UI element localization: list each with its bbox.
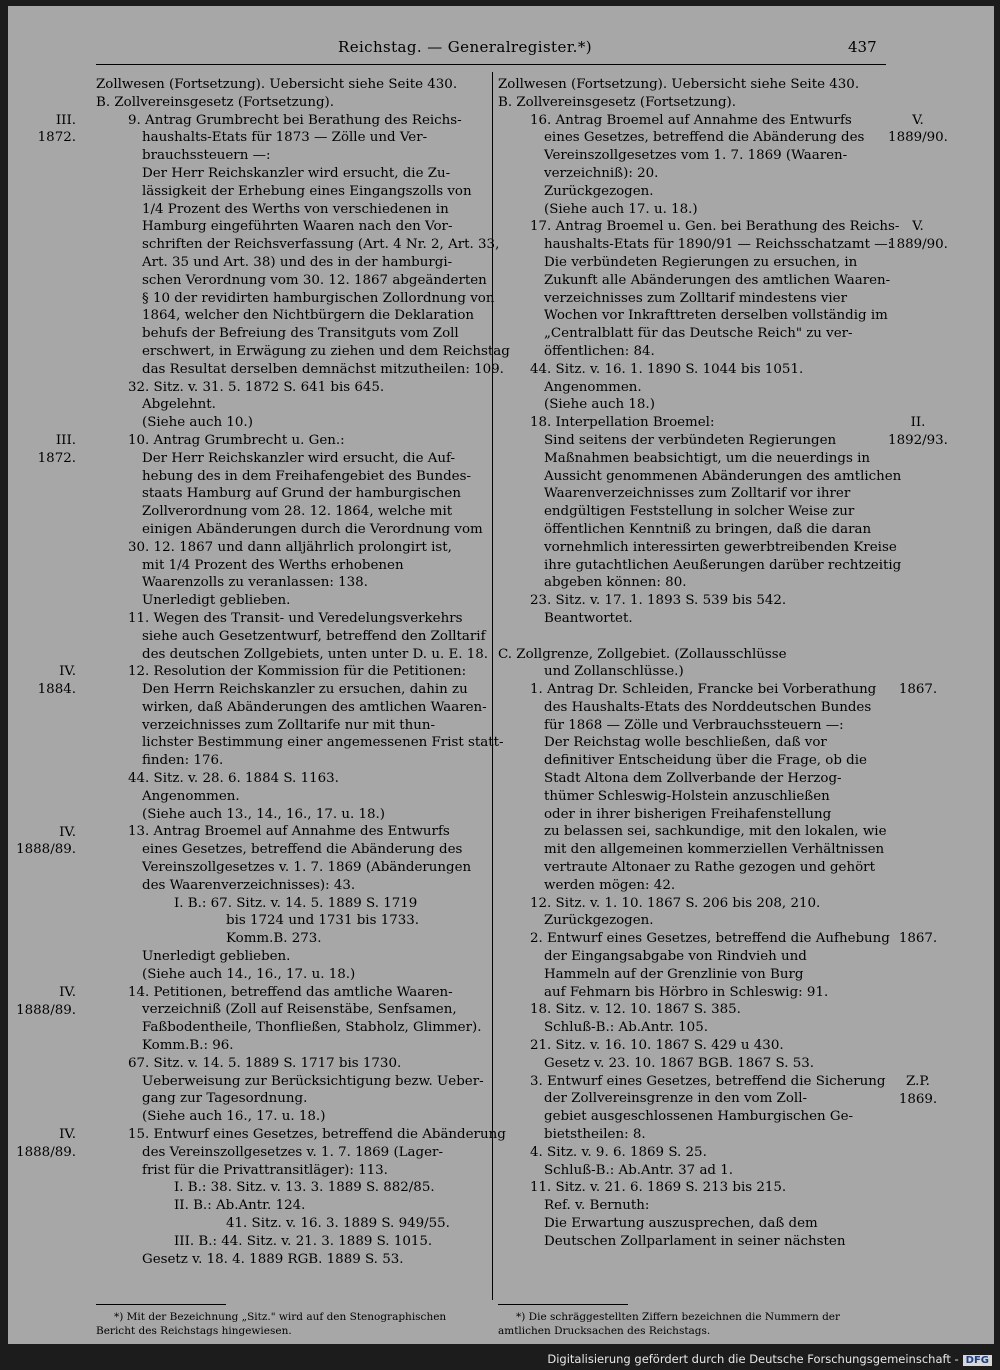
text-line: Hamburg eingeführten Waaren nach den Vor-	[142, 219, 453, 235]
session-marginal-note: IV.	[59, 1127, 76, 1143]
text-line: mit den allgemeinen kommerziellen Verhältnissen	[544, 842, 885, 858]
text-line: Zollwesen (Fortsetzung). Uebersicht siehe Seite 430.	[498, 77, 860, 92]
session-marginal-note: IV.	[59, 984, 76, 1000]
text-line: der Eingangsabgabe von Rindvieh und	[544, 949, 807, 965]
session-marginal-note: III.	[55, 433, 76, 448]
text-line: 15. Entwurf eines Gesetzes, betreffend die Abänderung	[128, 1127, 506, 1143]
session-marginal-note: II.	[910, 415, 926, 431]
text-line: 1/4 Prozent des Werths von verschiedenen in	[142, 201, 449, 217]
text-line: 1. Antrag Dr. Schleiden, Francke bei Vorberathung	[530, 682, 877, 698]
session-marginal-note: V.	[912, 219, 924, 235]
text-line: C. Zollgrenze, Zollgebiet. (Zollausschlüsse	[498, 646, 787, 662]
text-line: „Centralblatt für das Deutsche Reich" zu ver-	[544, 326, 853, 342]
text-line: einigen Abänderungen durch die Verordnung vom	[142, 521, 483, 537]
text-line: verzeichnisses zum Zolltarife nur mit thun-	[142, 717, 436, 733]
session-marginal-note: V.	[912, 112, 924, 128]
text-line: verzeichnisses zum Zolltarif mindestens vier	[544, 290, 848, 306]
text-line: Vereinszollgesetzes vom 1. 7. 1869 (Waaren-	[544, 148, 848, 164]
text-line: 67. Sitz. v. 14. 5. 1889 S. 1717 bis 1730.	[128, 1055, 402, 1071]
text-line: öffentlichen Kenntniß zu bringen, daß die daran	[544, 521, 872, 537]
text-line: Zurückgezogen.	[544, 183, 654, 199]
text-line: Deutschen Zollparlament in seiner nächsten	[544, 1233, 846, 1249]
text-line: eines Gesetzes, betreffend die Abänderung des	[142, 842, 463, 858]
text-line: Stadt Altona dem Zollverbande der Herzog-	[544, 771, 842, 787]
text-line: Ueberweisung zur Berücksichtigung bezw. Ueber-	[142, 1073, 484, 1089]
text-line: 41. Sitz. v. 16. 3. 1889 S. 949/55.	[226, 1216, 450, 1231]
text-line: haushalts-Etats für 1890/91 — Reichsschatzamt —:	[544, 237, 893, 253]
text-line: 12. Sitz. v. 1. 10. 1867 S. 206 bis 208, 210.	[530, 895, 821, 911]
text-line: Komm.B.: 96.	[142, 1038, 234, 1054]
footnote-left	[96, 1310, 486, 1338]
text-line: Waarenzolls zu veranlassen: 138.	[142, 575, 368, 591]
text-line: definitiver Entscheidung über die Frage, ob die	[544, 753, 867, 769]
text-line: behufs der Befreiung des Transitguts vom Zoll	[142, 326, 459, 342]
header-rule	[96, 64, 886, 65]
text-line: Beantwortet.	[544, 610, 633, 626]
text-line: das Resultat derselben demnächst mitzutheilen: 109.	[142, 361, 504, 377]
text-line: frist für die Privattransitläger): 113.	[142, 1162, 388, 1178]
text-line: Die verbündeten Regierungen zu ersuchen, in	[544, 254, 858, 270]
text-line: 1864, welcher den Nichtbürgern die Deklaration	[142, 308, 475, 324]
text-line: vornehmlich interessirten gewerbtreibenden Kreise	[544, 539, 897, 555]
text-line: finden: 176.	[142, 753, 224, 769]
footnote-line: *) Mit der Bezeichnung „Sitz." wird auf den Stenographischen	[114, 1311, 447, 1323]
text-line: Der Herr Reichskanzler wird ersucht, die Zu-	[142, 165, 451, 181]
text-line: 32. Sitz. v. 31. 5. 1872 S. 641 bis 645.	[128, 379, 385, 395]
session-marginal-note: 1888/89.	[16, 842, 76, 858]
session-marginal-note: 1872.	[37, 130, 76, 146]
text-line: I. B.: 38. Sitz. v. 13. 3. 1889 S. 882/85.	[174, 1180, 435, 1196]
text-line: Hammeln auf der Grenzlinie von Burg	[544, 966, 804, 982]
text-line: 18. Sitz. v. 12. 10. 1867 S. 385.	[530, 1002, 741, 1018]
session-marginal-note: IV.	[59, 664, 76, 680]
text-line: 3. Entwurf eines Gesetzes, betreffend die Sicherung	[530, 1073, 886, 1089]
text-line: Gesetz v. 23. 10. 1867 BGB. 1867 S. 53.	[544, 1055, 815, 1071]
text-line: Der Herr Reichskanzler wird ersucht, die Auf-	[142, 450, 456, 466]
text-line: thümer Schleswig-Holstein anzuschließen	[544, 788, 830, 804]
text-line: Schluß-B.: Ab.Antr. 105.	[544, 1020, 708, 1036]
text-line: hebung des in dem Freihafengebiet des Bundes-	[142, 468, 471, 484]
text-line: abgeben können: 80.	[544, 575, 687, 591]
text-line: Maßnahmen beabsichtigt, um die neuerdings in	[544, 450, 871, 466]
text-line: Art. 35 und Art. 38) und des in der hamburgi-	[142, 254, 453, 270]
text-line: (Siehe auch 13., 14., 16., 17. u. 18.)	[142, 806, 386, 822]
text-line: 13. Antrag Broemel auf Annahme des Entwurfs	[128, 824, 450, 840]
text-line: B. Zollvereinsgesetz (Fortsetzung).	[498, 94, 737, 110]
text-line: gang zur Tagesordnung.	[142, 1091, 308, 1107]
text-line: Aussicht genommenen Abänderungen des amtlichen	[544, 468, 902, 484]
session-marginal-note: 1872.	[37, 450, 76, 466]
text-line: Faßbodentheile, Thonfließen, Stabholz, Glimmer).	[142, 1020, 482, 1036]
text-line: des Waarenverzeichnisses): 43.	[142, 877, 356, 893]
text-line: 9. Antrag Grumbrecht bei Berathung des Reichs-	[128, 112, 462, 128]
right-column	[498, 76, 902, 1251]
text-line: Den Herrn Reichskanzler zu ersuchen, dahin zu	[142, 682, 468, 698]
session-marginal-note: Z.P.	[906, 1073, 930, 1089]
text-line: gebiet ausgeschlossenen Hamburgischen Ge-	[544, 1109, 854, 1125]
document-page	[8, 6, 994, 1344]
text-line: lässigkeit der Erhebung eines Eingangszolls von	[142, 183, 472, 199]
text-line: 18. Interpellation Broemel:	[530, 415, 715, 431]
text-line: Zollverordnung vom 28. 12. 1864, welche mit	[142, 504, 453, 520]
text-line: öffentlichen: 84.	[544, 343, 655, 359]
text-line: staats Hamburg auf Grund der hamburgischen	[142, 486, 461, 502]
text-line: II. B.: Ab.Antr. 124.	[174, 1198, 306, 1214]
running-title: Reichstag. — Generalregister.*)	[338, 38, 593, 56]
text-line: der Zollvereinsgrenze in den vom Zoll-	[544, 1091, 808, 1107]
text-line: 2. Entwurf eines Gesetzes, betreffend die Aufhebung	[530, 931, 890, 947]
text-line: Unerledigt geblieben.	[142, 949, 291, 965]
text-line: zu belassen sei, sachkundige, mit den lokalen, wie	[544, 824, 887, 840]
text-line: schriften der Reichsverfassung (Art. 4 Nr. 2, Art. 33,	[142, 237, 500, 253]
text-line: Der Reichstag wolle beschließen, daß vor	[544, 735, 827, 751]
text-line: Unerledigt geblieben.	[142, 593, 291, 609]
left-column	[96, 76, 510, 1268]
text-line: (Siehe auch 16., 17. u. 18.)	[142, 1109, 326, 1125]
text-line: ihre gutachtlichen Aeußerungen darüber rechtzeitig	[544, 557, 902, 573]
text-line: 30. 12. 1867 und dann alljährlich prolongirt ist,	[128, 539, 452, 555]
footnote-line: *) Die schräggestellten Ziffern bezeichnen die Nummern der	[516, 1311, 841, 1323]
text-line: (Siehe auch 17. u. 18.)	[544, 201, 698, 217]
text-line: auf Fehmarn bis Hörbro in Schleswig: 91.	[544, 984, 829, 1000]
page-header	[8, 38, 994, 60]
text-line: § 10 der revidirten hamburgischen Zollordnung von	[142, 290, 495, 306]
text-line: 12. Resolution der Kommission für die Petitionen:	[128, 664, 467, 680]
text-line: vertraute Altonaer zu Rathe gezogen und gehört	[544, 860, 875, 876]
column-divider	[492, 72, 493, 1300]
text-line: haushalts-Etats für 1873 — Zölle und Ver-	[142, 130, 428, 146]
text-line: des Haushalts-Etats des Norddeutschen Bundes	[544, 699, 872, 715]
text-line: Angenommen.	[544, 379, 642, 395]
session-marginal-note: 1867.	[898, 931, 938, 947]
dfg-logo: DFG	[963, 1355, 992, 1366]
footnote-rule-right	[498, 1304, 628, 1305]
text-line: B. Zollvereinsgesetz (Fortsetzung).	[96, 94, 335, 110]
text-line	[498, 628, 884, 646]
text-line: brauchssteuern —:	[142, 148, 271, 164]
text-line: bis 1724 und 1731 bis 1733.	[226, 913, 420, 929]
session-marginal-note: 1892/93.	[888, 433, 948, 448]
text-line: 14. Petitionen, betreffend das amtliche Waaren-	[128, 984, 453, 1000]
text-line: Vereinszollgesetzes v. 1. 7. 1869 (Abänderungen	[142, 860, 472, 876]
text-line: 44. Sitz. v. 16. 1. 1890 S. 1044 bis 1051.	[530, 361, 804, 377]
text-line: Wochen vor Inkrafttreten derselben vollständig im	[544, 308, 888, 324]
session-marginal-note: 1869.	[898, 1091, 938, 1107]
session-marginal-note: III.	[55, 112, 76, 128]
text-line: 23. Sitz. v. 17. 1. 1893 S. 539 bis 542.	[530, 593, 787, 609]
session-marginal-note: 1888/89.	[16, 1002, 76, 1018]
text-line: endgültigen Feststellung in solcher Weise zur	[544, 504, 855, 520]
text-line: Die Erwartung auszusprechen, daß dem	[544, 1216, 818, 1231]
text-line: für 1868 — Zölle und Verbrauchssteuern —:	[544, 717, 844, 733]
text-line: erschwert, in Erwägung zu ziehen und dem Reichstag	[142, 343, 510, 359]
text-line: I. B.: 67. Sitz. v. 14. 5. 1889 S. 1719	[174, 895, 418, 911]
text-line: des Vereinszollgesetzes v. 1. 7. 1869 (Lager-	[142, 1144, 443, 1160]
text-line: oder in ihrer bisherigen Freihafenstellung	[544, 806, 832, 822]
text-line: eines Gesetzes, betreffend die Abänderung des	[544, 130, 865, 146]
text-line: III. B.: 44. Sitz. v. 21. 3. 1889 S. 1015.	[174, 1233, 433, 1249]
text-line: Sind seitens der verbündeten Regierungen	[544, 432, 837, 448]
text-line: werden mögen: 42.	[544, 877, 676, 893]
text-line: Angenommen.	[142, 788, 240, 804]
text-line: 10. Antrag Grumbrecht u. Gen.:	[128, 432, 345, 448]
text-line: 17. Antrag Broemel u. Gen. bei Berathung des Reichs-	[530, 219, 900, 235]
text-line: verzeichniß): 20.	[544, 165, 659, 181]
text-line: Zukunft alle Abänderungen des amtlichen Waaren-	[544, 272, 891, 288]
session-marginal-note: 1884.	[37, 682, 76, 698]
text-line: (Siehe auch 10.)	[142, 415, 253, 431]
digitization-credit	[547, 1352, 992, 1366]
text-line: Waarenverzeichnisses zum Zolltarif vor ihrer	[544, 486, 851, 502]
session-marginal-note: 1867.	[898, 682, 938, 698]
text-line: schen Verordnung vom 30. 12. 1867 abgeänderten	[142, 272, 487, 288]
text-line: Ref. v. Bernuth:	[544, 1198, 650, 1214]
text-line: und Zollanschlüsse.)	[544, 664, 684, 680]
footnote-rule-left	[96, 1304, 226, 1305]
session-marginal-note: 1889/90.	[888, 130, 948, 146]
text-line: bietstheilen: 8.	[544, 1127, 646, 1143]
footnote-line: amtlichen Drucksachen des Reichstags.	[498, 1325, 711, 1337]
text-line: (Siehe auch 14., 16., 17. u. 18.)	[142, 966, 356, 982]
text-line: Gesetz v. 18. 4. 1889 RGB. 1889 S. 53.	[142, 1251, 404, 1267]
text-line: wirken, daß Abänderungen des amtlichen Waaren-	[142, 699, 487, 715]
session-marginal-note: IV.	[59, 824, 76, 840]
text-line: 21. Sitz. v. 16. 10. 1867 S. 429 u 430.	[530, 1038, 784, 1054]
text-line: mit 1/4 Prozent des Werths erhobenen	[142, 557, 404, 573]
text-line: 4. Sitz. v. 9. 6. 1869 S. 25.	[530, 1144, 707, 1160]
text-line: 44. Sitz. v. 28. 6. 1884 S. 1163.	[128, 771, 339, 787]
footnote-right	[498, 1310, 888, 1338]
text-line: 11. Sitz. v. 21. 6. 1869 S. 213 bis 215.	[530, 1180, 787, 1196]
text-line: (Siehe auch 18.)	[544, 397, 655, 413]
text-line: 11. Wegen des Transit- und Veredelungsverkehrs	[128, 610, 463, 626]
text-line: 16. Antrag Broemel auf Annahme des Entwurfs	[530, 112, 852, 128]
session-marginal-note: 1889/90.	[888, 237, 948, 253]
session-marginal-note: 1888/89.	[16, 1145, 76, 1160]
credit-text: Digitalisierung gefördert durch die Deutsche Forschungsgemeinschaft -	[547, 1352, 959, 1366]
page-number: 437	[848, 38, 877, 56]
text-line: Schluß-B.: Ab.Antr. 37 ad 1.	[544, 1162, 734, 1178]
text-line: lichster Bestimmung einer angemessenen Frist statt-	[142, 735, 504, 751]
text-line: Zollwesen (Fortsetzung). Uebersicht siehe Seite 430.	[96, 77, 458, 92]
text-line: Komm.B. 273.	[226, 931, 322, 947]
footnote-line: Bericht des Reichstags hingewiesen.	[96, 1325, 292, 1337]
text-line: siehe auch Gesetzentwurf, betreffend den Zolltarif	[142, 628, 486, 644]
text-line: Abgelehnt.	[142, 397, 216, 413]
text-line: des deutschen Zollgebiets, unten unter D. u. E. 18.	[142, 646, 489, 662]
text-line: verzeichniß (Zoll auf Reisenstäbe, Senfsamen,	[142, 1002, 457, 1018]
text-line: Zurückgezogen.	[544, 913, 654, 929]
